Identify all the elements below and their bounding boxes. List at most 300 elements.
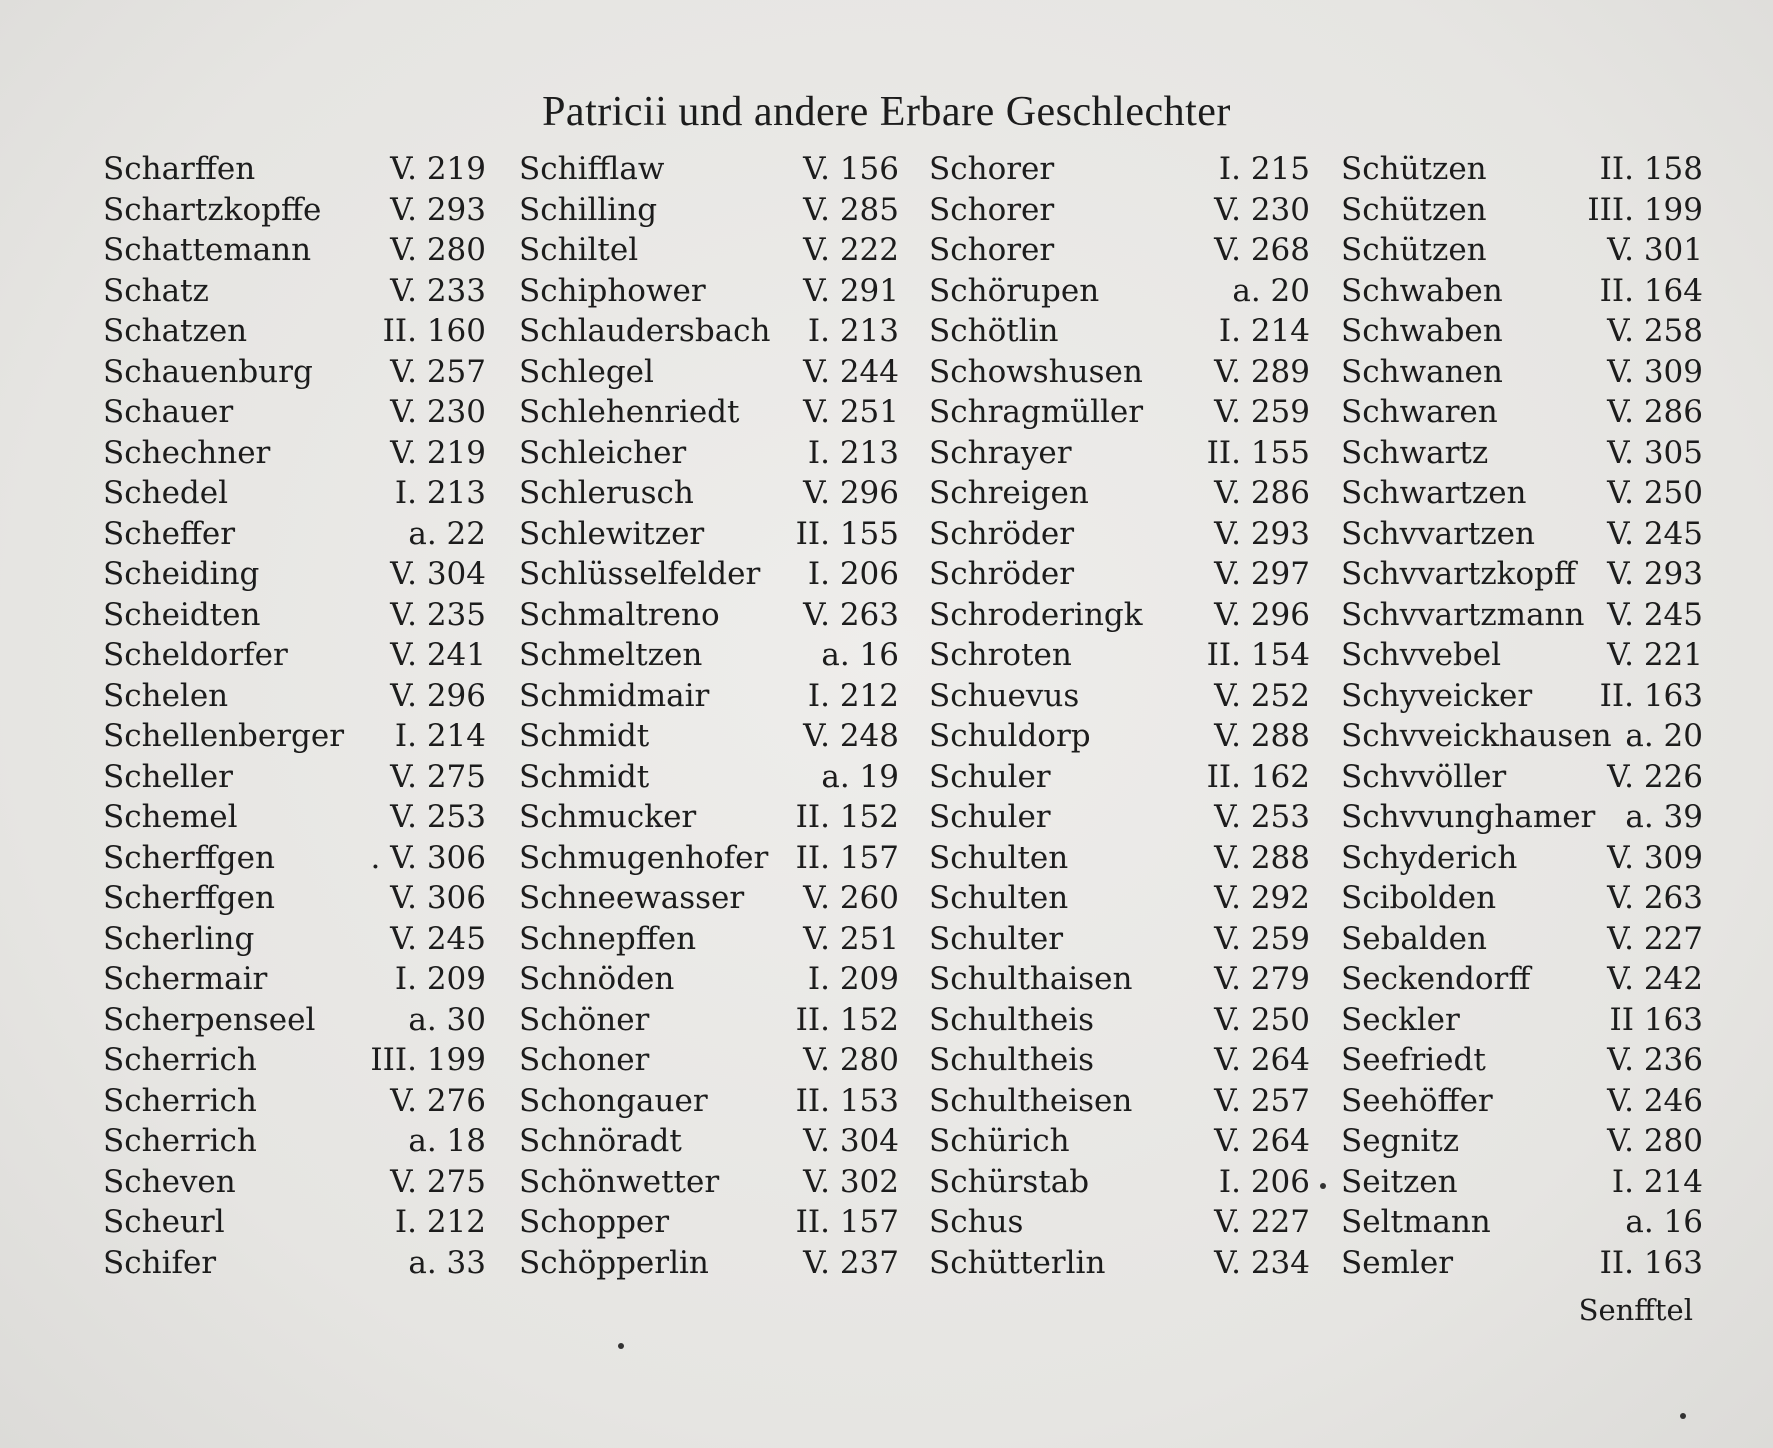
family-name: Schartzkopffe	[103, 191, 322, 228]
page-reference: V. 235	[390, 596, 486, 633]
page-reference: V. 280	[1607, 1123, 1703, 1159]
index-entry	[103, 1121, 486, 1162]
page-reference: V. 237	[803, 1244, 899, 1281]
index-entry	[519, 514, 899, 555]
index-entry	[519, 595, 899, 636]
page-reference: V. 296	[390, 677, 486, 714]
index-column-4	[1341, 149, 1703, 1283]
page-reference: II. 162	[1206, 758, 1310, 795]
index-entry	[929, 797, 1310, 838]
index-entry	[929, 1243, 1310, 1284]
index-entry	[1341, 1040, 1703, 1081]
index-entry	[519, 1040, 899, 1081]
family-name: Schneewasser	[519, 880, 745, 916]
page-reference: V. 259	[1214, 920, 1310, 957]
index-entry	[103, 311, 486, 352]
index-entry	[103, 676, 486, 717]
index-entry	[519, 230, 899, 271]
family-name: Schwaben	[1341, 272, 1503, 309]
page-reference: V. 286	[1214, 475, 1310, 511]
page-reference: V. 230	[390, 394, 486, 430]
family-name: Schöpperlin	[519, 1244, 709, 1281]
page-reference: V. 286	[1607, 394, 1703, 430]
index-entry	[103, 635, 486, 676]
index-entry	[929, 554, 1310, 595]
page-reference: V. 263	[1607, 880, 1703, 916]
page-reference: II. 163	[1599, 677, 1703, 714]
page-reference: a. 33	[408, 1244, 486, 1281]
family-name: Schlegel	[519, 353, 654, 390]
index-entry	[929, 1202, 1310, 1243]
index-entry	[103, 878, 486, 919]
family-name: Schifer	[103, 1244, 217, 1281]
family-name: Schowshusen	[929, 353, 1143, 390]
index-entry	[103, 554, 486, 595]
page-reference: V. 244	[803, 353, 899, 390]
family-name: Schöner	[519, 1001, 650, 1038]
family-name: Schwartz	[1341, 434, 1489, 471]
page-reference: III. 199	[370, 1042, 486, 1078]
page-reference: I. 213	[394, 475, 486, 511]
page-reference: V. 276	[390, 1082, 486, 1119]
page-reference: V. 264	[1214, 1123, 1310, 1159]
family-name: Schützen	[1341, 191, 1487, 228]
index-entry	[1341, 838, 1703, 879]
index-entry	[519, 311, 899, 352]
index-entry	[1341, 676, 1703, 717]
page-reference: V. 245	[1607, 515, 1703, 552]
page-reference: V. 279	[1214, 961, 1310, 997]
index-entry	[103, 1000, 486, 1041]
page-reference: V. 245	[1607, 596, 1703, 633]
page-reference: a. 22	[408, 515, 486, 552]
index-entry	[519, 959, 899, 1000]
family-name: Schyderich	[1341, 839, 1518, 876]
page-reference: V. 296	[803, 475, 899, 511]
family-name: Schyveicker	[1341, 677, 1533, 714]
family-name: Schnepffen	[519, 920, 697, 957]
index-entry	[1341, 878, 1703, 919]
index-entry	[519, 919, 899, 960]
index-entry	[929, 595, 1310, 636]
family-name: Schmeltzen	[519, 637, 703, 673]
family-name: Schultheis	[929, 1042, 1095, 1078]
family-name: Scheurl	[103, 1204, 225, 1240]
index-entry	[103, 190, 486, 231]
catchword: Senfftel	[1578, 1293, 1693, 1327]
index-entry	[519, 757, 899, 798]
family-name: Schatzen	[103, 313, 248, 349]
page-reference: a. 18	[408, 1123, 486, 1159]
page-reference: V. 264	[1214, 1042, 1310, 1078]
index-entry	[103, 1202, 486, 1243]
index-entry	[929, 1162, 1310, 1203]
page-reference: II. 164	[1599, 272, 1703, 309]
ink-spot	[1680, 1413, 1686, 1419]
family-name: Schnöradt	[519, 1123, 682, 1159]
index-entry	[1341, 190, 1703, 231]
page-reference: V. 227	[1214, 1204, 1310, 1240]
page-reference: V. 248	[803, 718, 899, 754]
index-entry	[1341, 1121, 1703, 1162]
page-reference: V. 222	[803, 232, 899, 268]
page-reference: V. 236	[1607, 1042, 1703, 1078]
index-entry	[929, 1121, 1310, 1162]
family-name: Schatz	[103, 272, 209, 309]
index-entry	[519, 716, 899, 757]
index-entry	[519, 190, 899, 231]
family-name: Scheiding	[103, 556, 260, 592]
family-name: Schultheis	[929, 1001, 1095, 1038]
page-reference: V. 219	[390, 434, 486, 471]
index-entry	[519, 352, 899, 393]
index-entry	[929, 1081, 1310, 1122]
page-reference: V. 293	[390, 191, 486, 228]
page-reference: V. 258	[1607, 313, 1703, 349]
page-reference: V. 260	[803, 880, 899, 916]
index-entry	[103, 716, 486, 757]
page-reference: V. 275	[390, 758, 486, 795]
page-reference: I. 214	[1218, 313, 1310, 349]
index-entry	[929, 514, 1310, 555]
family-name: Schopper	[519, 1204, 670, 1240]
index-entry	[103, 919, 486, 960]
family-name: Schütterlin	[929, 1244, 1106, 1281]
family-name: Schauer	[103, 394, 234, 430]
family-name: Schiphower	[519, 272, 706, 309]
index-entry	[519, 473, 899, 514]
index-entry	[929, 433, 1310, 474]
page-reference: V. 257	[1214, 1082, 1310, 1119]
ink-spot	[1320, 1183, 1326, 1189]
page-reference: a. 16	[1625, 1204, 1703, 1240]
page-reference: V. 285	[803, 191, 899, 228]
family-name: Segnitz	[1341, 1123, 1460, 1159]
family-name: Schrayer	[929, 434, 1072, 471]
family-name: Schürstab	[929, 1163, 1090, 1200]
page-reference: II. 152	[795, 799, 899, 835]
family-name: Schlehenriedt	[519, 394, 740, 430]
family-name: Scharffen	[103, 151, 256, 187]
index-column-1	[103, 149, 486, 1283]
page-reference: II. 155	[1206, 434, 1310, 471]
index-entry	[1341, 1162, 1703, 1203]
page-heading: Patricii und andere Erbare Geschlechter	[542, 89, 1231, 135]
index-entry	[929, 392, 1310, 433]
index-entry	[103, 352, 486, 393]
family-name: Schvvartzkopff	[1341, 556, 1576, 592]
page-reference: V. 233	[390, 272, 486, 309]
page-reference: a. 16	[821, 637, 899, 673]
family-name: Schönwetter	[519, 1163, 720, 1200]
index-entry	[929, 838, 1310, 879]
page-reference: V. 280	[803, 1042, 899, 1078]
family-name: Schorer	[929, 191, 1055, 228]
page-reference: V. 309	[1607, 839, 1703, 876]
page-reference: V. 306	[390, 880, 486, 916]
index-entry	[519, 149, 899, 190]
index-entry	[1341, 716, 1703, 757]
family-name: Schmidmair	[519, 677, 710, 714]
index-entry	[1341, 919, 1703, 960]
page-reference: V. 221	[1607, 637, 1703, 673]
page-reference: V. 253	[390, 799, 486, 835]
page-reference: I. 213	[807, 434, 899, 471]
index-entry	[519, 878, 899, 919]
index-entry	[103, 797, 486, 838]
page-reference: I. 209	[394, 961, 486, 997]
family-name: Scherpenseel	[103, 1001, 316, 1038]
family-name: Schvvöller	[1341, 758, 1507, 795]
index-entry	[519, 1202, 899, 1243]
index-entry	[1341, 392, 1703, 433]
page-reference: V. 305	[1607, 434, 1703, 471]
page-reference: V. 246	[1607, 1082, 1703, 1119]
page-reference: V. 234	[1214, 1244, 1310, 1281]
family-name: Schnöden	[519, 961, 675, 997]
family-name: Scherffgen	[103, 880, 275, 916]
page-reference: I. 212	[807, 677, 899, 714]
page-reference: V. 288	[1214, 839, 1310, 876]
index-entry	[519, 676, 899, 717]
family-name: Schwartzen	[1341, 475, 1527, 511]
index-entry	[103, 392, 486, 433]
page-reference: I. 214	[1611, 1163, 1703, 1200]
family-name: Schemel	[103, 799, 238, 835]
page-reference: V. 275	[390, 1163, 486, 1200]
family-name: Schorer	[929, 232, 1055, 268]
family-name: Schwaren	[1341, 394, 1498, 430]
family-name: Schvvebel	[1341, 637, 1502, 673]
family-name: Scheffer	[103, 515, 236, 552]
page-reference: V. 263	[803, 596, 899, 633]
index-entry	[519, 271, 899, 312]
index-entry	[929, 635, 1310, 676]
family-name: Scheldorfer	[103, 637, 288, 673]
index-entry	[1341, 1243, 1703, 1284]
family-name: Schroten	[929, 637, 1072, 673]
index-entry	[1341, 959, 1703, 1000]
index-entry	[929, 959, 1310, 1000]
index-entry	[519, 797, 899, 838]
family-name: Scherrich	[103, 1123, 257, 1159]
page-reference: V. 250	[1214, 1001, 1310, 1038]
family-name: Schürich	[929, 1123, 1070, 1159]
family-name: Schlaudersbach	[519, 313, 771, 349]
index-entry	[1341, 595, 1703, 636]
family-name: Scheidten	[103, 596, 261, 633]
index-entry	[103, 149, 486, 190]
index-entry	[929, 230, 1310, 271]
index-entry	[103, 473, 486, 514]
index-entry	[519, 554, 899, 595]
page-reference: V. 309	[1607, 353, 1703, 390]
family-name: Schechner	[103, 434, 271, 471]
index-entry	[1341, 433, 1703, 474]
family-name: Schvvartzen	[1341, 515, 1535, 552]
family-name: Schulthaisen	[929, 961, 1133, 997]
page-reference: V. 259	[1214, 394, 1310, 430]
index-entry	[1341, 757, 1703, 798]
family-name: Schuler	[929, 758, 1051, 795]
index-entry	[929, 473, 1310, 514]
page-reference: a. 20	[1625, 718, 1703, 754]
family-name: Scherrich	[103, 1042, 257, 1078]
index-entry	[929, 716, 1310, 757]
page-reference: V. 291	[803, 272, 899, 309]
family-name: Seltmann	[1341, 1204, 1491, 1240]
page-reference: V. 245	[390, 920, 486, 957]
page-reference: V. 293	[1607, 556, 1703, 592]
index-entry	[1341, 1081, 1703, 1122]
page-reference: V. 219	[390, 151, 486, 187]
page-reference: II. 153	[795, 1082, 899, 1119]
index-entry	[519, 1121, 899, 1162]
index-column-2	[519, 149, 899, 1283]
family-name: Schvvartzmann	[1341, 596, 1585, 633]
index-entry	[929, 878, 1310, 919]
page-reference: V. 268	[1214, 232, 1310, 268]
index-entry	[519, 635, 899, 676]
page-reference: III. 199	[1587, 191, 1703, 228]
family-name: Scibolden	[1341, 880, 1497, 916]
family-name: Schreigen	[929, 475, 1089, 511]
index-entry	[929, 676, 1310, 717]
page-reference: I. 215	[1218, 151, 1310, 187]
family-name: Schiltel	[519, 232, 639, 268]
family-name: Schlerusch	[519, 475, 694, 511]
page-reference: V. 288	[1214, 718, 1310, 754]
index-entry	[929, 1040, 1310, 1081]
page-reference: II. 160	[382, 313, 486, 349]
family-name: Schorer	[929, 151, 1055, 187]
index-entry	[103, 230, 486, 271]
family-name: Schmidt	[519, 718, 650, 754]
family-name: Sebalden	[1341, 920, 1487, 957]
index-entry	[929, 757, 1310, 798]
family-name: Scherling	[103, 920, 255, 957]
page-reference: II. 163	[1599, 1244, 1703, 1281]
index-entry	[103, 514, 486, 555]
index-entry	[1341, 230, 1703, 271]
index-entry	[519, 1081, 899, 1122]
index-entry	[103, 1081, 486, 1122]
family-name: Schwaben	[1341, 313, 1503, 349]
family-name: Schmucker	[519, 799, 697, 835]
page-reference: V. 250	[1607, 475, 1703, 511]
page-reference: I. 212	[394, 1204, 486, 1240]
page-reference: V. 226	[1607, 758, 1703, 795]
page-reference: I. 214	[394, 718, 486, 754]
page-reference: V. 241	[390, 637, 486, 673]
family-name: Schelen	[103, 677, 229, 714]
index-entry	[1341, 352, 1703, 393]
family-name: Seehöffer	[1341, 1082, 1493, 1119]
page-reference: II. 152	[795, 1001, 899, 1038]
family-name: Scherffgen	[103, 839, 275, 876]
family-name: Schus	[929, 1204, 1024, 1240]
page-reference: V. 280	[390, 232, 486, 268]
index-entry	[1341, 271, 1703, 312]
family-name: Schedel	[103, 475, 229, 511]
family-name: Schmugenhofer	[519, 839, 769, 876]
index-entry	[103, 959, 486, 1000]
family-name: Schuldorp	[929, 718, 1091, 754]
index-entry	[1341, 1202, 1703, 1243]
index-entry	[929, 190, 1310, 231]
page-reference: I. 209	[807, 961, 899, 997]
index-entry	[929, 352, 1310, 393]
family-name: Schuevus	[929, 677, 1080, 714]
family-name: Schongauer	[519, 1082, 708, 1119]
page-reference: V. 227	[1607, 920, 1703, 957]
family-name: Seefriedt	[1341, 1042, 1486, 1078]
index-entry	[1341, 797, 1703, 838]
family-name: Schifflaw	[519, 151, 665, 187]
family-name: Schellenberger	[103, 718, 345, 754]
index-entry	[929, 311, 1310, 352]
page-reference: II. 154	[1206, 637, 1310, 673]
page-reference: a. 39	[1625, 799, 1703, 835]
index-entry	[1341, 554, 1703, 595]
page-reference: a. 20	[1232, 272, 1310, 309]
index-entry	[1341, 311, 1703, 352]
family-name: Schröder	[929, 515, 1075, 552]
page-reference: V. 297	[1214, 556, 1310, 592]
index-entry	[1341, 514, 1703, 555]
family-name: Scherrich	[103, 1082, 257, 1119]
family-name: Schroderingk	[929, 596, 1143, 633]
page-reference: V. 242	[1607, 961, 1703, 997]
family-name: Schermair	[103, 961, 268, 997]
page-reference: V. 251	[803, 394, 899, 430]
family-name: Schulten	[929, 880, 1069, 916]
ink-spot	[618, 1343, 624, 1349]
family-name: Schötlin	[929, 313, 1059, 349]
family-name: Schörupen	[929, 272, 1100, 309]
index-entry	[929, 1000, 1310, 1041]
family-name: Schulter	[929, 920, 1064, 957]
page-reference: I. 206	[1218, 1163, 1310, 1200]
index-entry	[519, 1000, 899, 1041]
index-entry	[103, 1162, 486, 1203]
page-reference: V. 293	[1214, 515, 1310, 552]
family-name: Schvveickhausen	[1341, 718, 1612, 754]
page-reference: V. 301	[1607, 232, 1703, 268]
family-name: Schlewitzer	[519, 515, 705, 552]
family-name: Schragmüller	[929, 394, 1144, 430]
page-reference: V. 304	[803, 1123, 899, 1159]
page-reference: V. 289	[1214, 353, 1310, 390]
index-entry	[519, 392, 899, 433]
family-name: Schwanen	[1341, 353, 1503, 390]
page-reference: II. 157	[795, 839, 899, 876]
family-name: Schützen	[1341, 151, 1487, 187]
index-entry	[929, 919, 1310, 960]
index-entry	[519, 838, 899, 879]
index-entry	[103, 1040, 486, 1081]
family-name: Schmidt	[519, 758, 650, 795]
family-name: Schultheisen	[929, 1082, 1133, 1119]
page-reference: . V. 306	[370, 839, 486, 876]
page-reference: V. 257	[390, 353, 486, 390]
page-reference: II. 158	[1599, 151, 1703, 187]
page-reference: II 163	[1609, 1001, 1703, 1038]
index-entry	[1341, 1000, 1703, 1041]
page-reference: a. 19	[821, 758, 899, 795]
index-entry	[103, 757, 486, 798]
page-reference: II. 155	[795, 515, 899, 552]
